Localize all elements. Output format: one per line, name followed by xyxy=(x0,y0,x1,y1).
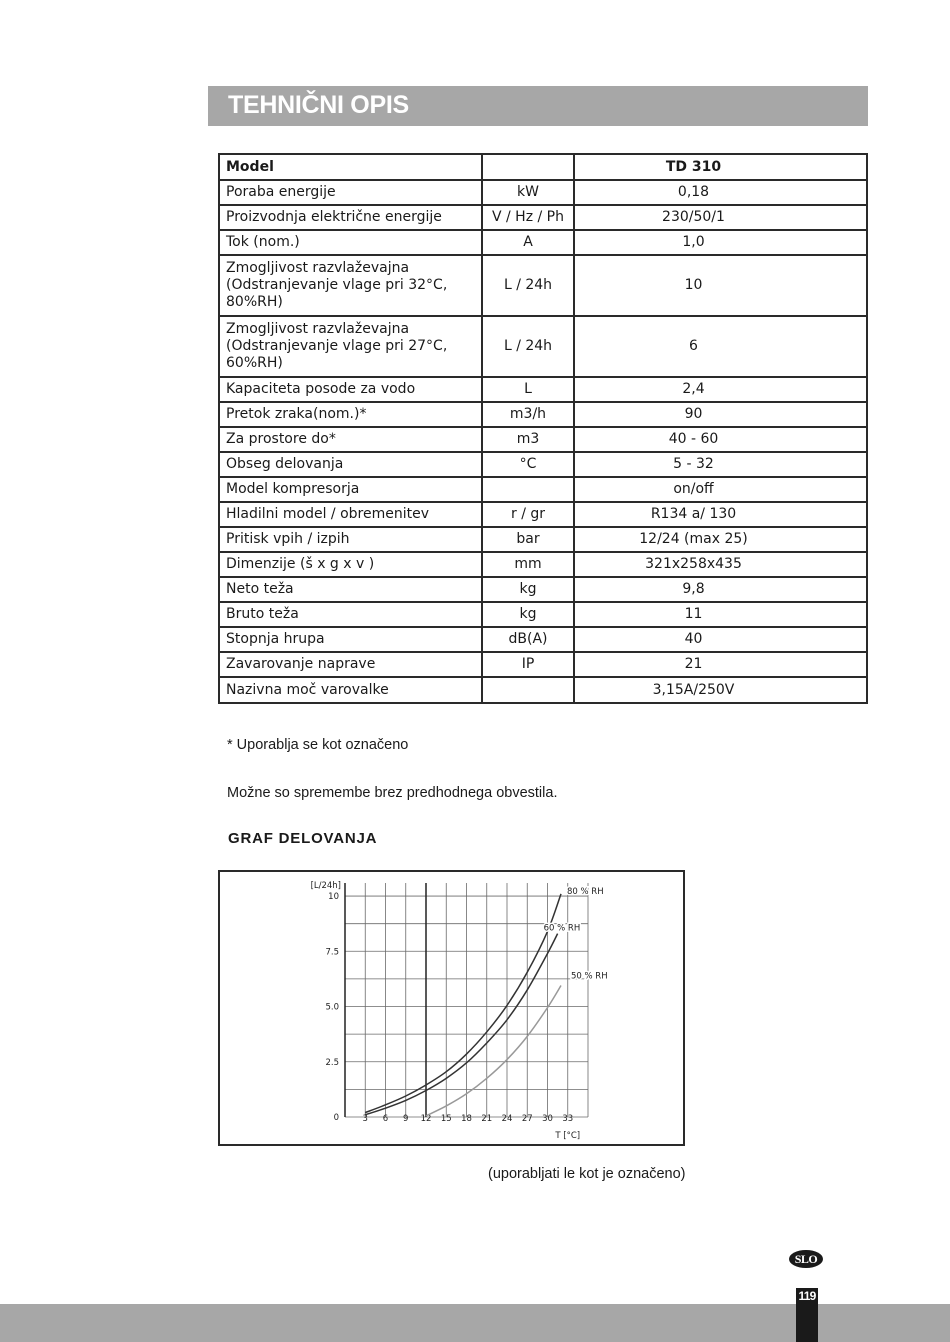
parameter-cell: Za prostore do* xyxy=(219,427,482,452)
parameter-cell: Stopnja hrupa xyxy=(219,627,482,652)
value-cell: 12/24 (max 25) xyxy=(574,527,867,552)
value-cell: 3,15A/250V xyxy=(574,677,867,703)
value-cell: 21 xyxy=(574,652,867,677)
header-value-cell: TD 310 xyxy=(574,154,867,180)
value-cell: 10 xyxy=(574,255,867,316)
series-line-80-rh xyxy=(365,894,561,1113)
table-row xyxy=(219,552,867,577)
value-cell: on/off xyxy=(574,477,867,502)
x-tick-label: 30 xyxy=(542,1114,553,1124)
parameter-cell: Neto teža xyxy=(219,577,482,602)
chart-svg xyxy=(220,872,685,1146)
y-tick-label: 7.5 xyxy=(325,947,339,958)
series-label: 80 % RH xyxy=(567,886,604,897)
parameter-cell: Kapaciteta posode za vodo xyxy=(219,377,482,402)
table-row xyxy=(219,377,867,402)
table-row xyxy=(219,652,867,677)
header-unit-cell xyxy=(482,154,574,180)
parameter-cell: Zmogljivost razvlaževajna (Odstranjevanje vlage pri 32°C, 80%RH) xyxy=(219,255,482,316)
value-cell: 321x258x435 xyxy=(574,552,867,577)
x-tick-label: 3 xyxy=(362,1114,368,1124)
table-row xyxy=(219,527,867,552)
table-row xyxy=(219,205,867,230)
language-badge: SLO xyxy=(789,1250,823,1268)
value-cell: 1,0 xyxy=(574,230,867,255)
parameter-cell: Poraba energije xyxy=(219,180,482,205)
unit-cell: IP xyxy=(482,652,574,677)
table-row xyxy=(219,502,867,527)
x-tick-label: 27 xyxy=(521,1114,533,1124)
table-row xyxy=(219,255,867,316)
footnote: * Uporablja se kot označeno xyxy=(227,737,409,753)
parameter-cell: Bruto teža xyxy=(219,602,482,627)
table-row xyxy=(219,577,867,602)
unit-cell: kg xyxy=(482,577,574,602)
value-cell: 6 xyxy=(574,316,867,377)
chart-caption: (uporabljati le kot je označeno) xyxy=(488,1166,686,1182)
value-cell: 230/50/1 xyxy=(574,205,867,230)
value-cell: 40 xyxy=(574,627,867,652)
table-row xyxy=(219,602,867,627)
x-tick-label: 18 xyxy=(461,1114,472,1124)
value-cell: R134 a/ 130 xyxy=(574,502,867,527)
value-cell: 0,18 xyxy=(574,180,867,205)
unit-cell: V / Hz / Ph xyxy=(482,205,574,230)
table-row xyxy=(219,627,867,652)
unit-cell: r / gr xyxy=(482,502,574,527)
unit-cell: kW xyxy=(482,180,574,205)
value-cell: 5 - 32 xyxy=(574,452,867,477)
x-tick-label: 21 xyxy=(481,1114,493,1124)
x-tick-label: 15 xyxy=(440,1114,452,1124)
y-tick-label: 10 xyxy=(328,892,339,903)
unit-cell xyxy=(482,677,574,703)
parameter-cell: Model kompresorja xyxy=(219,477,482,502)
value-cell: 2,4 xyxy=(574,377,867,402)
table-row xyxy=(219,316,867,377)
unit-cell: L xyxy=(482,377,574,402)
performance-chart xyxy=(218,870,685,1146)
table-header-row xyxy=(219,154,867,180)
x-tick-label: 33 xyxy=(562,1114,574,1124)
series-label: 60 % RH xyxy=(543,923,581,934)
value-cell: 90 xyxy=(574,402,867,427)
y-axis-label: [L/24h] xyxy=(310,881,341,891)
chart-title: GRAF DELOVANJA xyxy=(228,830,378,847)
header-parameter-cell: Model xyxy=(219,154,482,180)
parameter-cell: Dimenzije (š x g x v ) xyxy=(219,552,482,577)
unit-cell: A xyxy=(482,230,574,255)
value-cell: 9,8 xyxy=(574,577,867,602)
unit-cell: dB(A) xyxy=(482,627,574,652)
y-tick-label: 0 xyxy=(333,1113,339,1123)
unit-cell: mm xyxy=(482,552,574,577)
series-line-60-rh xyxy=(365,934,557,1115)
unit-cell: m3 xyxy=(482,427,574,452)
unit-cell: kg xyxy=(482,602,574,627)
parameter-cell: Proizvodnja električne energije xyxy=(219,205,482,230)
title-bar xyxy=(208,86,868,126)
x-tick-label: 6 xyxy=(382,1114,389,1124)
changes-note: Možne so spremembe brez predhodnega obvestila. xyxy=(227,785,558,801)
parameter-cell: Pritisk vpih / izpih xyxy=(219,527,482,552)
parameter-cell: Zmogljivost razvlaževajna (Odstranjevanje vlage pri 27°C, 60%RH) xyxy=(219,316,482,377)
parameter-cell: Tok (nom.) xyxy=(219,230,482,255)
unit-cell: m3/h xyxy=(482,402,574,427)
table-row xyxy=(219,452,867,477)
unit-cell: L / 24h xyxy=(482,255,574,316)
x-tick-label: 24 xyxy=(501,1114,513,1124)
unit-cell: L / 24h xyxy=(482,316,574,377)
x-tick-label: 9 xyxy=(403,1114,409,1124)
x-axis-label: T [°C] xyxy=(555,1131,581,1141)
page-number: 119 xyxy=(798,1289,816,1303)
unit-cell: °C xyxy=(482,452,574,477)
parameter-cell: Hladilni model / obremenitev xyxy=(219,502,482,527)
parameter-cell: Obseg delovanja xyxy=(219,452,482,477)
spec-table xyxy=(218,153,868,704)
y-tick-label: 2.5 xyxy=(325,1057,339,1068)
x-tick-label: 12 xyxy=(420,1114,432,1124)
unit-cell: bar xyxy=(482,527,574,552)
y-tick-label: 5.0 xyxy=(325,1002,339,1013)
table-row xyxy=(219,427,867,452)
value-cell: 40 - 60 xyxy=(574,427,867,452)
parameter-cell: Zavarovanje naprave xyxy=(219,652,482,677)
table-row xyxy=(219,402,867,427)
table-row xyxy=(219,180,867,205)
table-row xyxy=(219,477,867,502)
page-title: TEHNIČNI OPIS xyxy=(228,91,409,119)
parameter-cell: Nazivna moč varovalke xyxy=(219,677,482,703)
table-row xyxy=(219,230,867,255)
parameter-cell: Pretok zraka(nom.)* xyxy=(219,402,482,427)
table-row xyxy=(219,677,867,703)
unit-cell xyxy=(482,477,574,502)
series-label: 50 % RH xyxy=(571,971,608,982)
value-cell: 11 xyxy=(574,602,867,627)
